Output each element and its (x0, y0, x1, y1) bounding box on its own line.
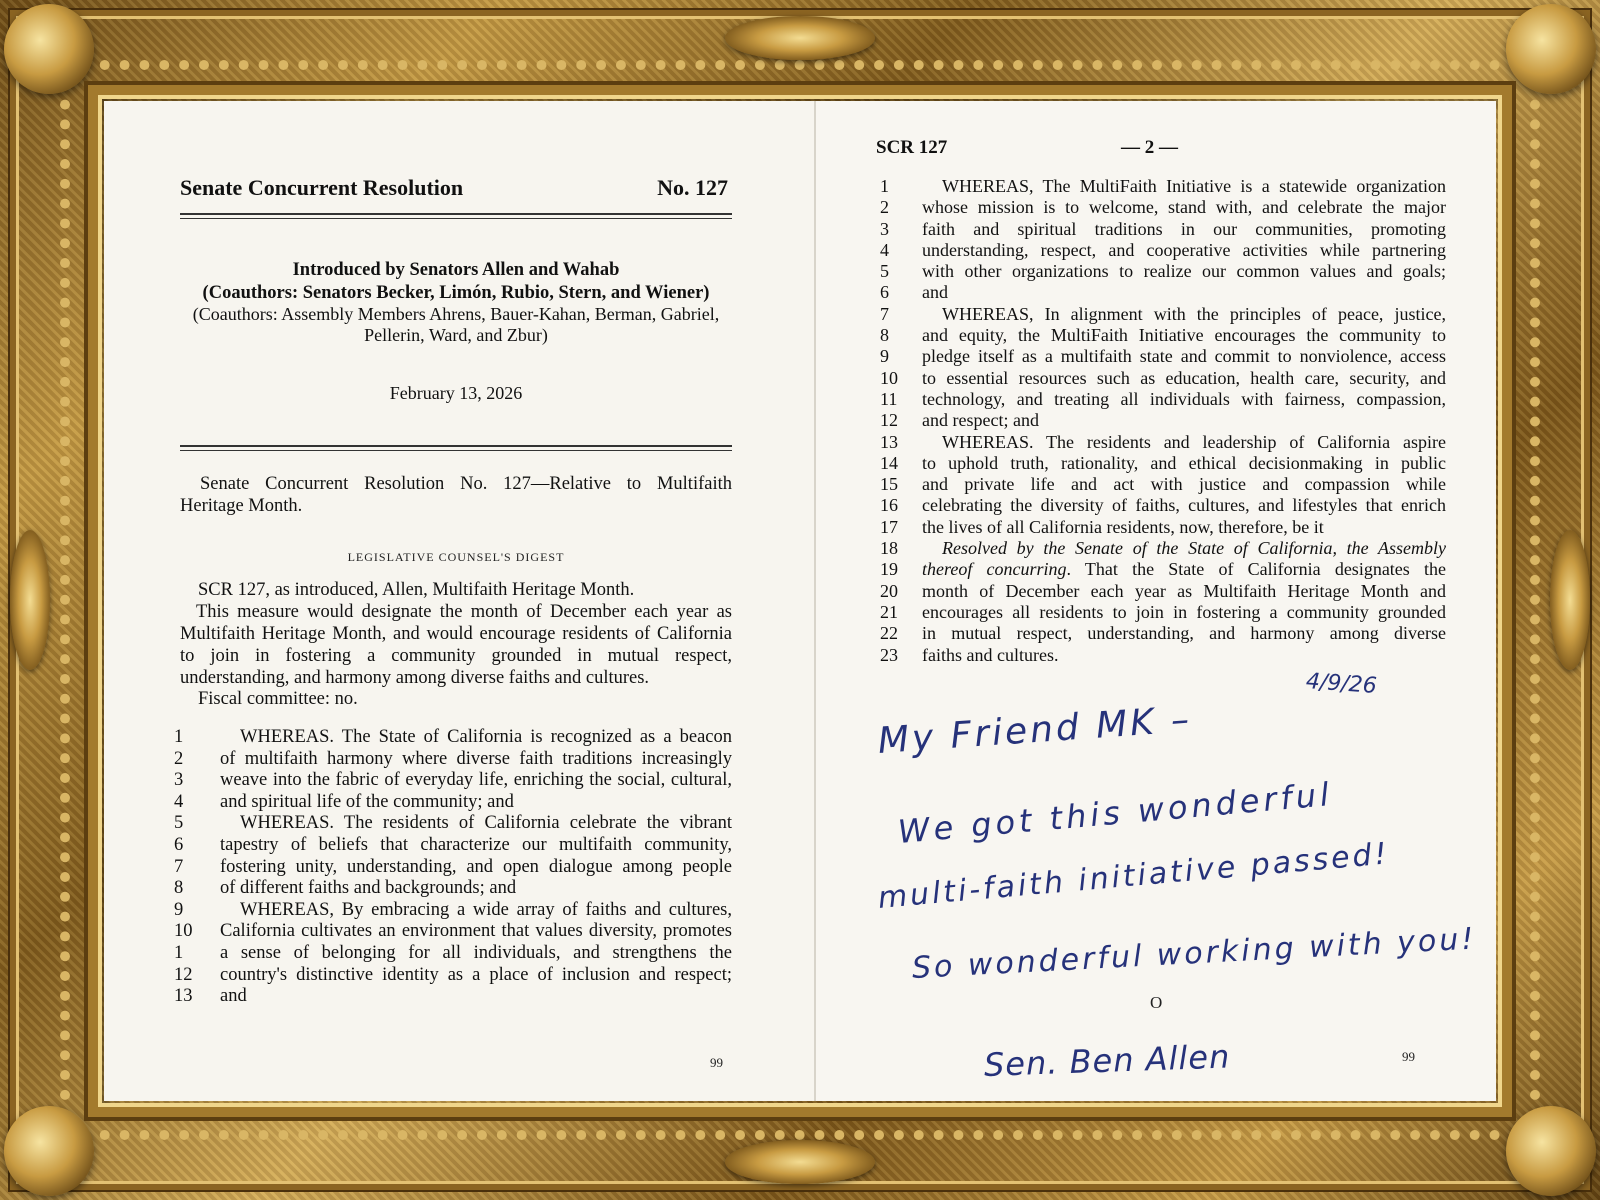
line-number: 14 (880, 452, 898, 473)
introduced-date: February 13, 2026 (389, 383, 523, 403)
line-text-run: . That the State of California designates the (1066, 559, 1446, 580)
running-header: SCR 127 (876, 137, 948, 158)
digest-intro: SCR 127, as introduced, Allen, Multifaith Heritage Month. (198, 580, 635, 600)
frame-bottom-ornament (725, 1140, 875, 1184)
coauthors-assembly-line2: Pellerin, Ward, and Zbur) (364, 325, 548, 345)
left-page (104, 101, 815, 1101)
frame-corner-ornament (4, 1106, 94, 1196)
line-number: 11 (880, 388, 898, 409)
line-text (220, 813, 732, 835)
page-number: 99 (710, 1055, 723, 1070)
digest-heading: LEGISLATIVE COUNSEL'S DIGEST (347, 550, 565, 564)
line-number: 9 (174, 899, 184, 920)
line-text (922, 304, 1446, 325)
line-number: 10 (880, 367, 898, 388)
frame-corner-ornament (4, 4, 94, 94)
line-text-run: understanding, respect, and cooperative activities while partnering (922, 239, 1446, 260)
numbered-line (876, 346, 1446, 367)
line-text-run: and (220, 986, 247, 1007)
line-text (922, 346, 1446, 367)
line-text (922, 389, 1446, 410)
double-rule (180, 213, 732, 219)
double-rule (180, 445, 732, 451)
handwritten-note-line: So wonderful working with you! (911, 921, 1478, 986)
numbered-line (170, 770, 732, 792)
header-title: Senate Concurrent Resolution (180, 175, 464, 200)
handwritten-date: 4/9/26 (1305, 669, 1378, 699)
line-text (220, 770, 732, 792)
line-number: 20 (880, 580, 898, 601)
line-text-run: WHEREAS. The residents of California celebrate the vibrant (240, 813, 732, 834)
numbered-line (876, 219, 1446, 240)
numbered-line (876, 261, 1446, 282)
line-text-run: faith and spiritual traditions in our communities, promoting (922, 218, 1446, 239)
line-number: 13 (174, 986, 193, 1007)
line-text (220, 835, 732, 857)
line-text-run: WHEREAS. The residents and leadership of California aspire (942, 431, 1446, 452)
handwritten-signature: Sen. Ben Allen (983, 1037, 1231, 1084)
line-text-run: the lives of all California residents, now, therefore, be it (922, 516, 1324, 537)
line-text-run: of different faiths and backgrounds; and (220, 878, 517, 899)
line-text (922, 240, 1446, 261)
line-text (922, 495, 1446, 516)
line-number: 5 (880, 261, 889, 282)
line-text (922, 197, 1446, 218)
numbered-line (876, 645, 1446, 666)
numbered-line (876, 559, 1446, 580)
numbered-line (170, 727, 732, 749)
frame-right-ornament (1550, 530, 1590, 670)
resolution-title: Senate Concurrent Resolution No. 127—Relative to Multifaith Heritage Month. (180, 474, 732, 516)
line-number: 6 (880, 282, 889, 303)
page-marker: — 2 — (1121, 137, 1178, 158)
line-text-run: WHEREAS. The State of California is recognized as a beacon (240, 727, 732, 747)
line-number: 10 (174, 921, 193, 942)
line-text (922, 602, 1446, 623)
line-number: 17 (880, 516, 898, 537)
line-number: 13 (880, 431, 898, 452)
numbered-lines (876, 176, 1446, 666)
italic-text: Resolved by the Senate of the State of California, the Assembly (942, 538, 1446, 559)
numbered-line (170, 857, 732, 879)
line-text-run: fostering unity, understanding, and open dialogue among people (220, 856, 732, 877)
line-text-run: with other organizations to realize our common values and goals; (922, 261, 1446, 282)
line-number: 19 (880, 559, 898, 580)
numbered-line (876, 240, 1446, 261)
line-text (922, 325, 1446, 346)
numbered-line (876, 495, 1446, 516)
italic-text: thereof concurring (922, 559, 1067, 580)
numbered-line (170, 943, 732, 965)
numbered-line (876, 282, 1446, 303)
line-text (220, 986, 732, 1008)
frame-top-ornament (725, 16, 875, 60)
line-text (922, 517, 1446, 538)
numbered-line (876, 474, 1446, 495)
line-text (922, 453, 1446, 474)
line-number: 12 (880, 410, 898, 431)
numbered-line (170, 900, 732, 922)
line-text (220, 900, 732, 922)
line-number: 6 (174, 834, 184, 855)
framed-document (104, 101, 1496, 1101)
line-number: 15 (880, 474, 898, 495)
coauthors-senators: (Coauthors: Senators Becker, Limón, Rubio, Stern, and Wiener) (202, 283, 710, 303)
line-text-run: WHEREAS, By embracing a wide array of faiths and cultures, (240, 899, 732, 920)
line-text-run: faiths and cultures. (922, 644, 1059, 665)
numbered-line (876, 304, 1446, 325)
line-text-run: WHEREAS, The MultiFaith Initiative is a statewide organization (942, 176, 1446, 196)
numbered-line (876, 368, 1446, 389)
line-text-run: pledge itself as a multifaith state and commit to nonviolence, access (922, 346, 1446, 367)
numbered-line (170, 792, 732, 814)
digest-body: This measure would designate the month of December each year as Multifaith Heritage Month, and would encourage residents of California to join in fostering a community grounded in mutual respect, understanding, and harmony among diverse faiths and cultures. (180, 602, 732, 688)
line-text-run: a sense of belonging for all individuals, and strengthens the (220, 942, 732, 963)
line-text-run: technology, and treating all individuals with fairness, compassion, (922, 388, 1446, 409)
numbered-line (170, 813, 732, 835)
line-text-run: encourages all residents to join in fostering a community grounded (922, 601, 1446, 622)
fiscal-committee: Fiscal committee: no. (198, 689, 358, 709)
numbered-line (170, 835, 732, 857)
line-text-run: tapestry of beliefs that characterize our multifaith community, (220, 834, 732, 855)
line-text (922, 368, 1446, 389)
numbered-line (170, 965, 732, 987)
numbered-line (876, 623, 1446, 644)
numbered-line (876, 602, 1446, 623)
line-number: 2 (880, 197, 889, 218)
line-text-run: of multifaith harmony where diverse faith traditions increasingly (220, 748, 732, 769)
numbered-line (170, 878, 732, 900)
frame-left-ornament (10, 530, 50, 670)
line-text (220, 943, 732, 965)
line-text (220, 749, 732, 771)
line-text (922, 410, 1446, 431)
line-number: 3 (174, 770, 184, 791)
line-text-run: and (922, 282, 948, 303)
line-text (922, 219, 1446, 240)
line-text-run: and private life and act with justice and compassion while (922, 474, 1446, 495)
line-text-run: WHEREAS, In alignment with the principles of peace, justice, (942, 303, 1446, 324)
line-text (922, 538, 1446, 559)
page-header (180, 175, 730, 205)
line-number: 7 (174, 856, 184, 877)
numbered-line (876, 432, 1446, 453)
numbered-line (170, 921, 732, 943)
line-text-run: and spiritual life of the community; and (220, 791, 514, 812)
line-number: 9 (880, 346, 889, 367)
line-text (922, 581, 1446, 602)
line-text (922, 645, 1446, 666)
line-text (220, 857, 732, 879)
line-number: 1 (174, 727, 184, 747)
numbered-line (876, 410, 1446, 431)
line-text-run: whose mission is to welcome, stand with, and celebrate the major (922, 197, 1446, 218)
line-number: 18 (880, 538, 898, 559)
line-text (922, 176, 1446, 197)
numbered-line (876, 581, 1446, 602)
line-number: 1 (880, 176, 889, 196)
line-number: 2 (174, 748, 184, 769)
right-page (816, 101, 1496, 1101)
line-number: 8 (174, 878, 184, 899)
frame-corner-ornament (1506, 4, 1596, 94)
line-number: 21 (880, 601, 898, 622)
line-text-run: to uphold truth, rationality, and ethical decisionmaking in public (922, 452, 1446, 473)
line-text-run: in mutual respect, understanding, and harmony among diverse (922, 623, 1446, 644)
numbered-line (876, 197, 1446, 218)
numbered-line (876, 325, 1446, 346)
line-number: 12 (174, 964, 193, 985)
coauthors-assembly-line1: (Coauthors: Assembly Members Ahrens, Bauer-Kahan, Berman, Gabriel, (192, 304, 720, 324)
small-mark: O (1150, 993, 1163, 1012)
line-number: 16 (880, 495, 898, 516)
line-number: 8 (880, 325, 889, 346)
numbered-line (170, 749, 732, 771)
line-number: 5 (174, 813, 184, 834)
line-text (922, 474, 1446, 495)
line-number: 4 (174, 791, 184, 812)
page-number: 99 (1402, 1049, 1415, 1064)
numbered-line (876, 176, 1446, 197)
line-number: 23 (880, 644, 898, 665)
handwritten-greeting: My Friend MK – (876, 699, 1194, 762)
handwritten-note-line: multi-faith initiative passed! (876, 836, 1391, 916)
line-text-run: country's distinctive identity as a place of inclusion and respect; (220, 964, 732, 985)
numbered-line (170, 986, 732, 1008)
line-number: 7 (880, 303, 889, 324)
line-text-run: month of December each year as Multifaith Heritage Month and (922, 580, 1446, 601)
line-text (922, 261, 1446, 282)
line-text (220, 878, 732, 900)
header-number: No. 127 (657, 175, 728, 200)
introduced-by: Introduced by Senators Allen and Wahab (292, 260, 620, 280)
line-number: 1 (174, 942, 184, 963)
line-text-run: California cultivates an environment that values diversity, promotes (220, 921, 732, 942)
numbered-line (876, 453, 1446, 474)
line-text-run: weave into the fabric of everyday life, enriching the social, cultural, (220, 770, 732, 791)
line-text (922, 623, 1446, 644)
line-text (220, 965, 732, 987)
line-text-run: to essential resources such as education, health care, security, and (922, 367, 1446, 388)
handwritten-note-line: We got this wonderful (896, 775, 1335, 851)
line-text (922, 432, 1446, 453)
line-text-run: celebrating the diversity of faiths, cultures, and lifestyles that enrich (922, 495, 1446, 516)
line-text (220, 921, 732, 943)
numbered-line (876, 517, 1446, 538)
frame-corner-ornament (1506, 1106, 1596, 1196)
line-text (220, 792, 732, 814)
line-number: 22 (880, 623, 898, 644)
line-number: 3 (880, 218, 889, 239)
line-text-run: and equity, the MultiFaith Initiative encourages the community to (922, 325, 1446, 346)
line-text-run: and respect; and (922, 410, 1039, 431)
line-text (220, 727, 732, 749)
line-text (922, 559, 1446, 580)
numbered-line (876, 389, 1446, 410)
numbered-lines (170, 727, 732, 1008)
line-number: 4 (880, 239, 889, 260)
numbered-line (876, 538, 1446, 559)
line-text (922, 282, 1446, 303)
